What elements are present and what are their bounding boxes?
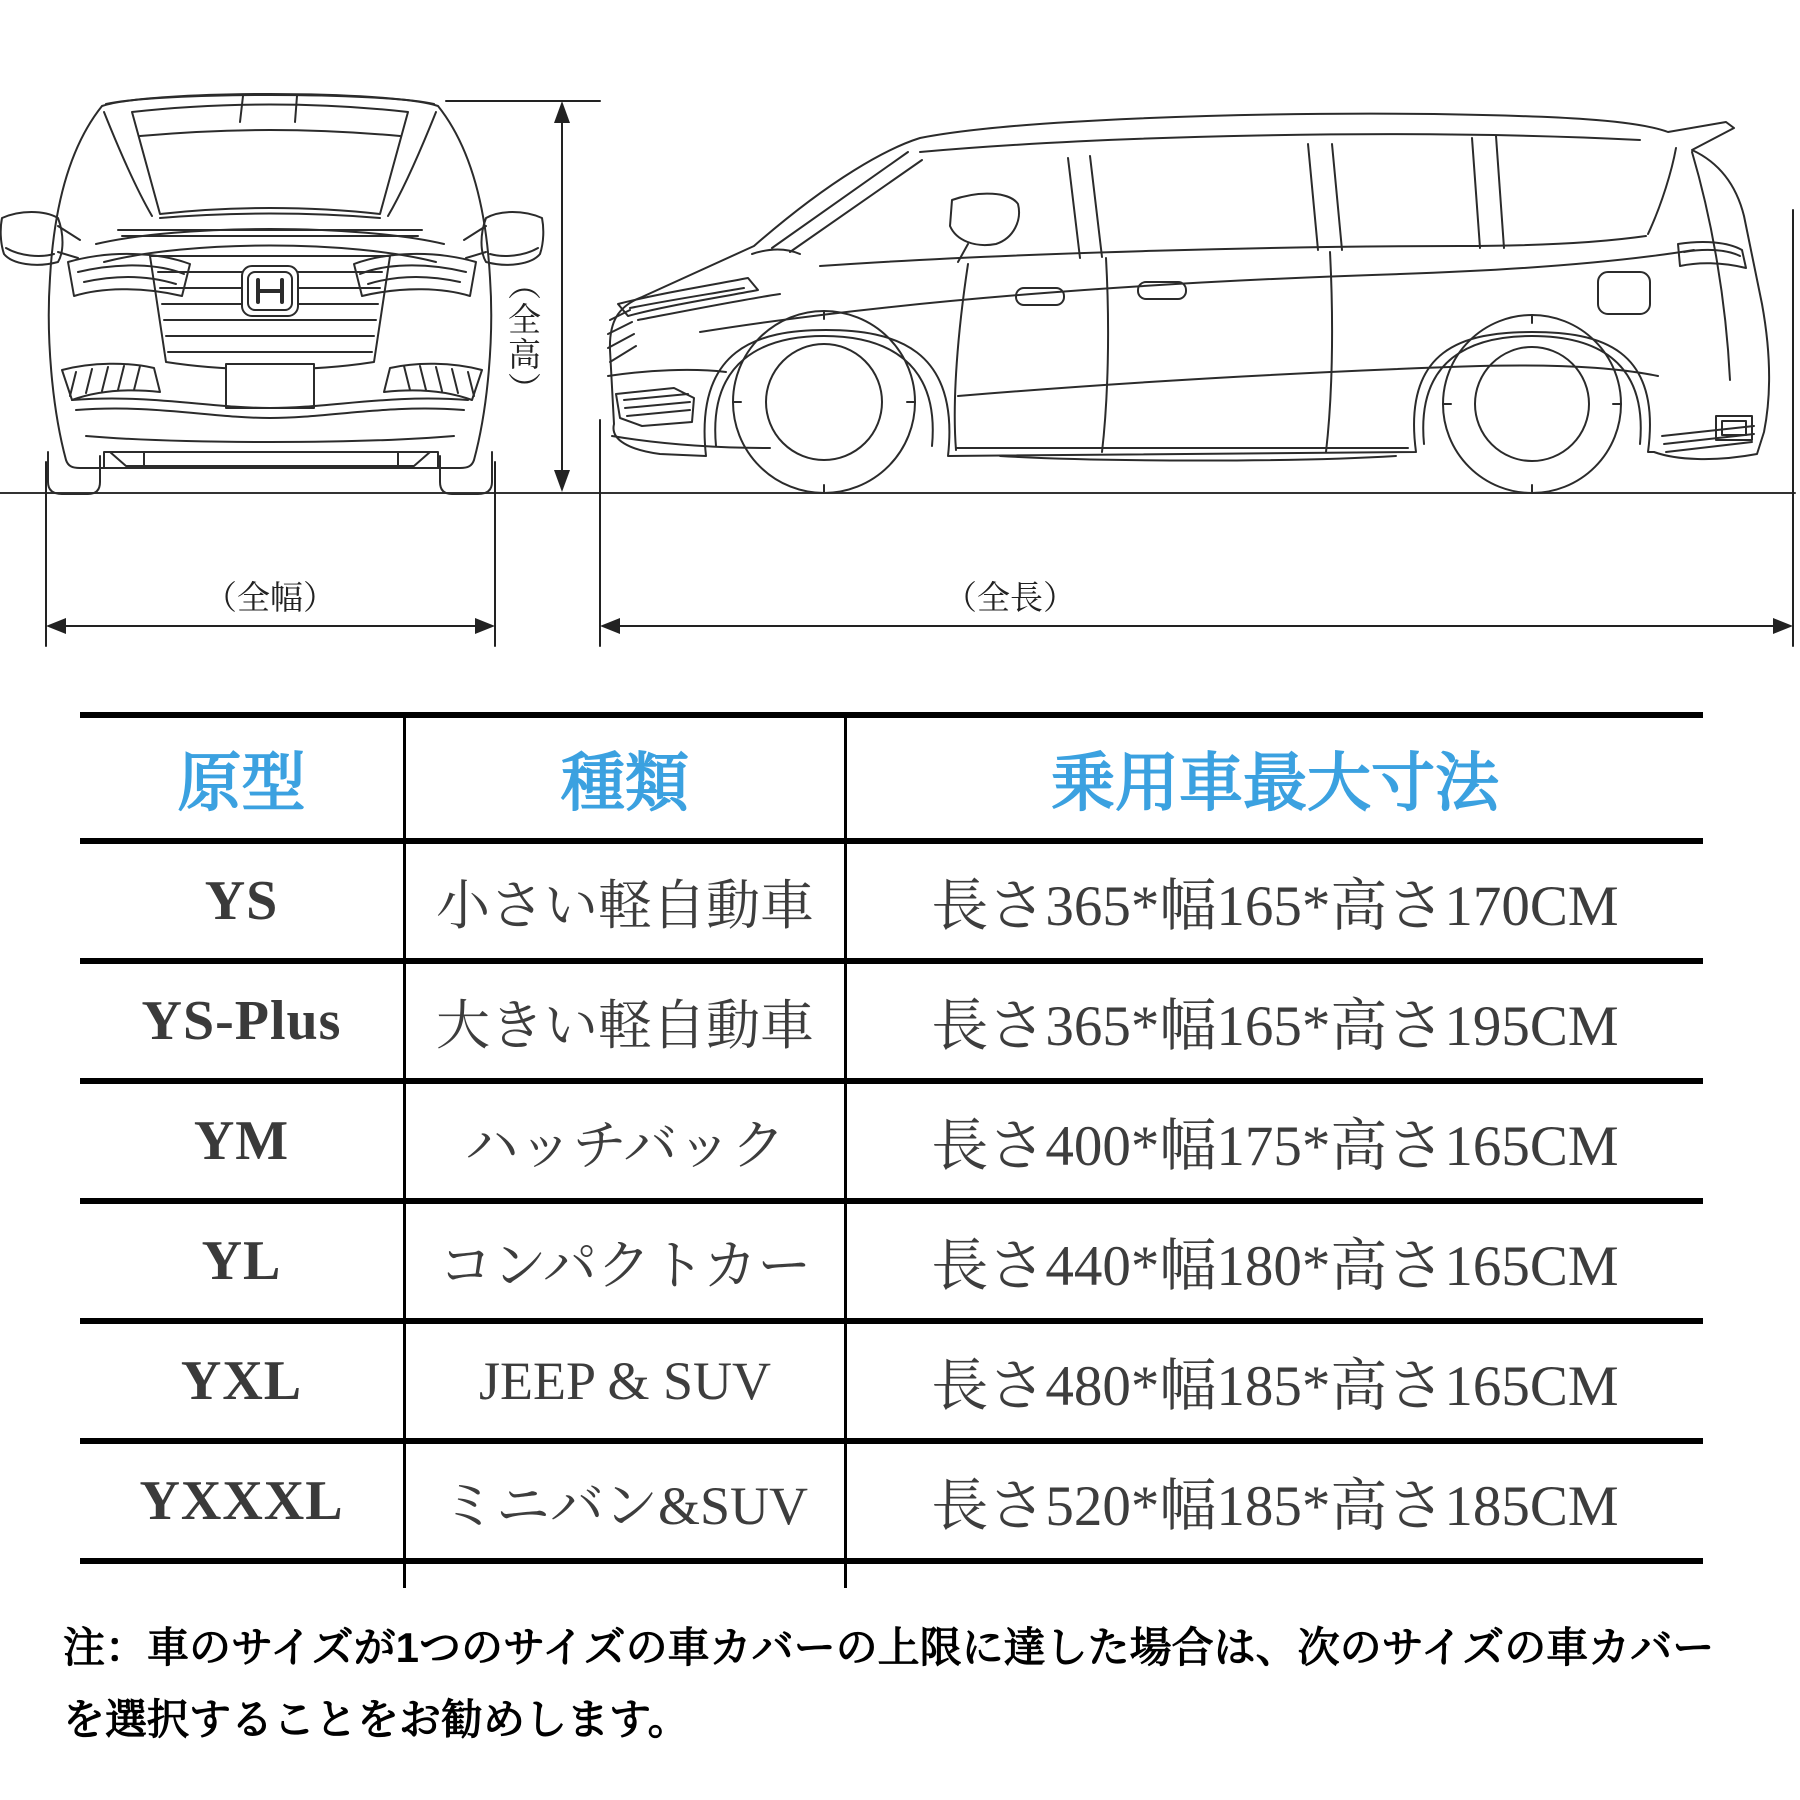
type-cell: コンパクトカー [406, 1204, 847, 1318]
table-row [80, 844, 1703, 964]
dims-cell: 長さ365*幅165*高さ195CM [931, 995, 1619, 1058]
side-view-car-drawing [608, 114, 1769, 493]
table-row [80, 1324, 1703, 1444]
model-cell: YS-Plus [80, 964, 406, 1078]
front-view-car-drawing [1, 94, 544, 494]
dims-cell: 長さ400*幅175*高さ165CM [931, 1115, 1619, 1178]
model-cell: YL [80, 1204, 406, 1318]
model-cell: YM [80, 1084, 406, 1198]
table-row [80, 1204, 1703, 1324]
car-dimension-diagram [0, 0, 1800, 660]
type-cell: 大きい軽自動車 [406, 964, 847, 1078]
size-selection-note [63, 1612, 1763, 1756]
table-row [80, 1084, 1703, 1204]
column-divider-tail [403, 1564, 406, 1588]
note-line-2: を選択することをお勧めします。 [63, 1696, 690, 1743]
model-cell: YXL [80, 1324, 406, 1438]
column-divider-tail [844, 1564, 847, 1588]
model-cell: YS [80, 844, 406, 958]
table-row [80, 1444, 1703, 1564]
table-row [80, 964, 1703, 1084]
overall-width-label: （全幅） [204, 579, 336, 616]
dims-cell: 長さ520*幅185*高さ185CM [931, 1475, 1619, 1538]
dims-cell: 長さ440*幅180*高さ165CM [931, 1235, 1619, 1298]
column-header-dims: 乗用車最大寸法 [1051, 748, 1499, 819]
type-cell: ハッチバック [406, 1084, 847, 1198]
overall-length-label: （全長） [944, 579, 1076, 616]
table-header-row [80, 718, 1703, 844]
honda-logo-icon [242, 266, 298, 316]
note-line-1: 注：車のサイズが1つのサイズの車カバーの上限に達した場合は、次のサイズの車カバー [63, 1624, 1715, 1671]
size-chart-table [80, 712, 1703, 1564]
dims-cell: 長さ365*幅165*高さ170CM [931, 875, 1619, 938]
type-cell: ミニバン&SUV [406, 1444, 847, 1558]
column-header-type: 種類 [406, 718, 847, 838]
license-plate [226, 364, 314, 408]
type-cell: JEEP & SUV [406, 1324, 847, 1438]
model-cell: YXXXL [80, 1444, 406, 1558]
column-header-model: 原型 [80, 718, 406, 838]
dims-cell: 長さ480*幅185*高さ165CM [931, 1355, 1619, 1418]
type-cell: 小さい軽自動車 [406, 844, 847, 958]
overall-height-label: （全高） [504, 267, 541, 407]
